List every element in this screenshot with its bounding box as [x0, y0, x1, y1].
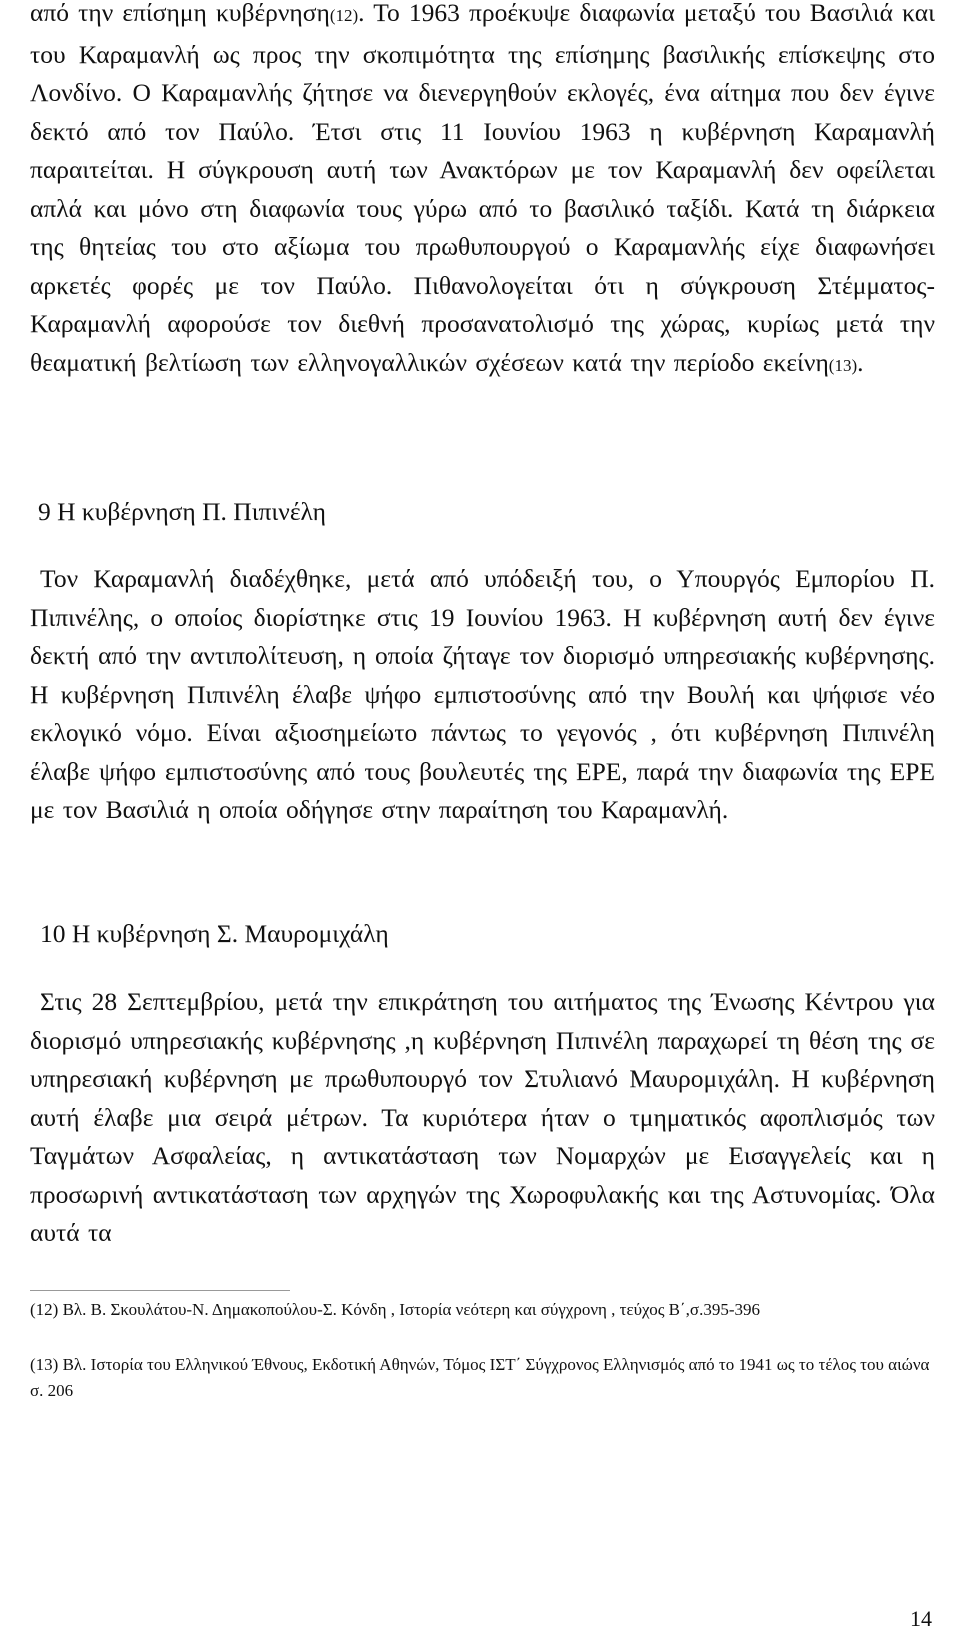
page-number: 14: [910, 1606, 932, 1631]
section-9-heading: 9 Η κυβέρνηση Π. Πιπινέλη: [38, 497, 327, 526]
footnote-12: (12) Βλ. Β. Σκουλάτου-Ν. Δημακοπούλου-Σ. Κόνδη , Ιστορία νεότερη και σύγχρονη , τεύχος Β΄,σ.395-396: [30, 1300, 761, 1319]
paragraph-1-text-continued: . Το 1963 προέκυψε διαφωνία μεταξύ του Βασιλιά και του Καραμανλή ως προς την σκοπιμότητα της επίσημης βασιλικής επίσκεψης στο Λονδίνο. Ο Καραμανλής ζήτησε να διενεργηθούν εκλογές, ένα αίτημα που δεν έγινε δεκτό από τον Παύλο. Έτσι στις 11 Ιουνίου 1963 η κυβέρνηση Καραμανλή παραιτείται. Η σύγκρουση αυτή των Ανακτόρων με τον Καραμανλή δεν οφείλεται απλά και μόνο στη διαφωνία τους γύρω από το βασιλικό ταξίδι. Κατά τη διάρκεια της θητείας του στο αξίωμα του πρωθυπουργού ο Καραμανλής είχε διαφωνήσει αρκετές φορές με τον Παύλο. Πιθανολογείται ότι η σύγκρουση Στέμματος-Καραμανλή αφορούσε τον διεθνή προσανατολισμό της χώρας, κυρίως μετά την θεαματική βελτίωση των ελληνογαλλικών σχέσεων κατά την περίοδο εκείνη: [30, 0, 935, 377]
paragraph-1-end: .: [857, 347, 864, 377]
section-10-paragraph: Στις 28 Σεπτεμβρίου, μετά την επικράτηση του αιτήματος της Ένωσης Κέντρου για διορισμό υπηρεσιακής κυβέρνησης ,η κυβέρνηση Πιπινέλη παραχωρεί τη θέση της σε υπηρεσιακή κυβέρνηση με πρωθυπουργό τον Στυλιανό Μαυρομιχάλη. Η κυβέρνηση αυτή έλαβε μια σειρά μέτρων. Τα κυριότερα ήταν ο τμηματικός αφοπλισμός των Ταγμάτων Ασφαλείας, η αντικατάσταση των Νομαρχών με Εισαγγελείς και η προσωρινή αντικατάσταση των αρχηγών της Χωροφυλακής και της Αστυνομίας. Όλα αυτά τα: [30, 987, 935, 1247]
footnote-13: (13) Βλ. Ιστορία του Ελληνικού Έθνους, Εκδοτική Αθηνών, Τόμος ΙΣΤ΄ Σύγχρονος Ελληνισμός από το 1941 ως το τέλος του αιώνα σ. 206: [30, 1355, 930, 1400]
paragraph-1-text: από την επίσημη κυβέρνηση: [30, 0, 330, 27]
footnote-divider: [30, 1290, 290, 1291]
footnote-ref-12: (12): [329, 6, 359, 25]
section-10-heading: 10 Η κυβέρνηση Σ. Μαυρομιχάλη: [40, 919, 389, 948]
paragraph-1: [30, 0, 935, 385]
section-9-paragraph: Τον Καραμανλή διαδέχθηκε, μετά από υπόδειξή του, ο Υπουργός Εμπορίου Π. Πιπινέλης, ο οποίος διορίστηκε στις 19 Ιουνίου 1963. Η κυβέρνηση αυτή δεν έγινε δεκτή από την αντιπολίτευση, η οποία ζήταγε τον διορισμό υπηρεσιακής κυβέρνησης. Η κυβέρνηση Πιπινέλη έλαβε ψήφο εμπιστοσύνης από την Βουλή και ψήφισε νέο εκλογικό νόμο. Είναι αξιοσημείωτο πάντως το γεγονός , ότι κυβέρνηση Πιπινέλη έλαβε ψήφο εμπιστοσύνης από τους βουλευτές της ΕΡΕ, παρά την διαφωνία της ΕΡΕ με τον Βασιλιά η οποία οδήγησε στην παραίτηση του Καραμανλή.: [30, 564, 935, 824]
footnote-ref-13: (13): [828, 355, 858, 375]
